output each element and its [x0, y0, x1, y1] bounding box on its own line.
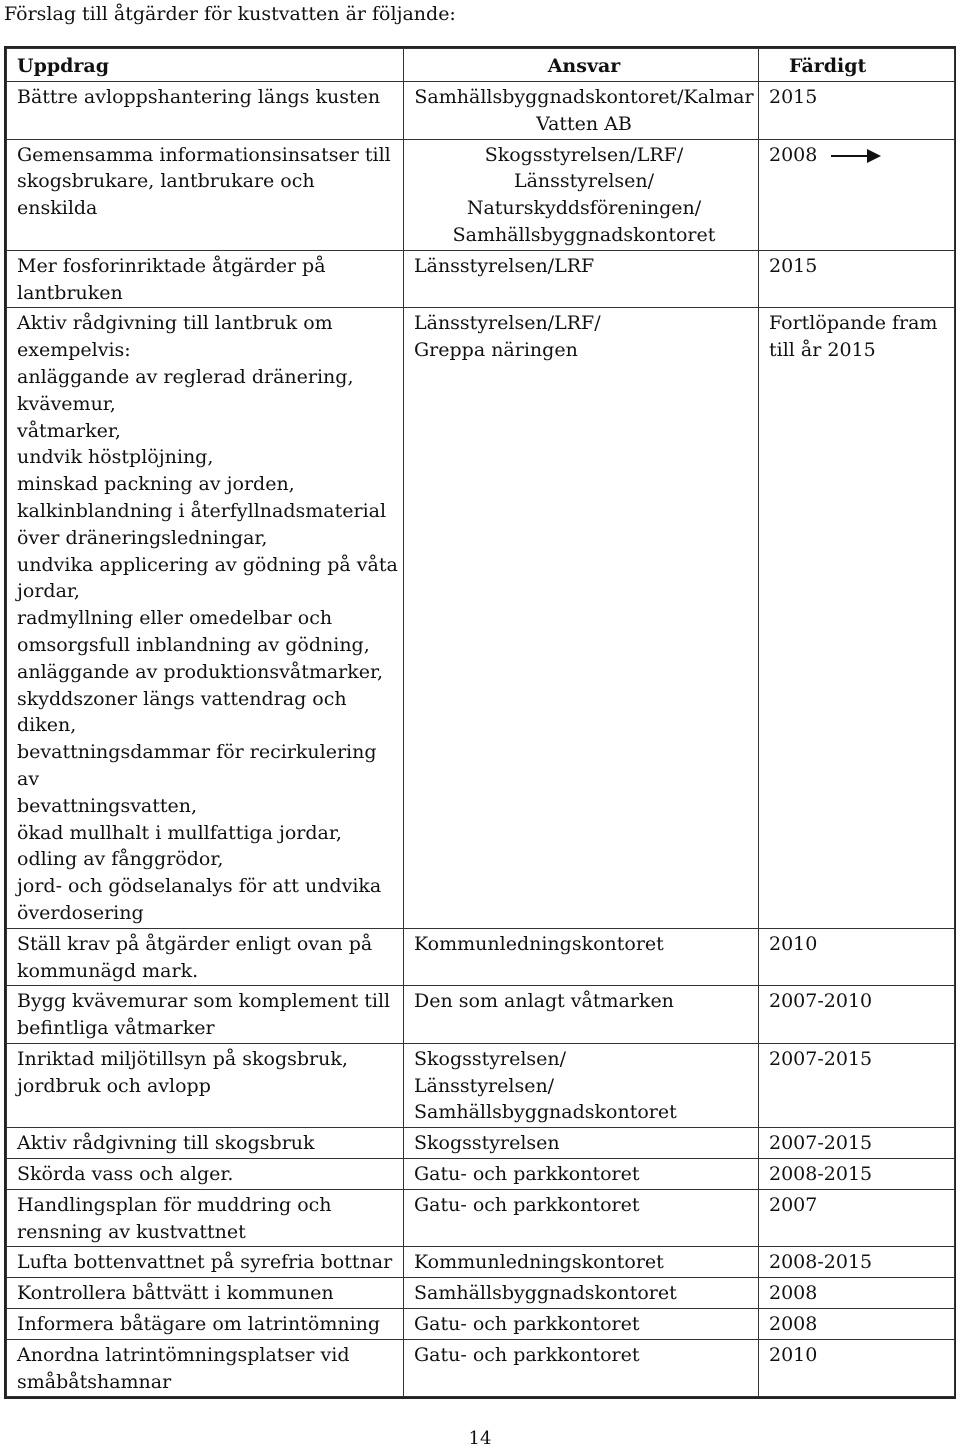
cell-fardigt [759, 82, 955, 140]
cell-ansvar-line: Samhällsbyggnadskontoret [414, 1282, 677, 1305]
cell-ansvar-line: Länsstyrelsen/ [414, 1074, 555, 1097]
cell-fardigt-line: 2010 [769, 1343, 818, 1366]
cell-ansvar [404, 1189, 759, 1247]
cell-ansvar [404, 1128, 759, 1159]
table-row [7, 250, 955, 308]
right-arrow-icon [831, 149, 881, 163]
cell-uppdrag-line: Mer fosforinriktade åtgärder på [17, 254, 326, 277]
cell-uppdrag-line: kalkinblandning i återfyllnadsmaterial [17, 499, 387, 522]
cell-ansvar [404, 1309, 759, 1340]
cell-fardigt-line: 2008 [769, 1313, 818, 1336]
cell-ansvar-line: Länsstyrelsen/LRF/ [414, 312, 601, 335]
cell-uppdrag [7, 250, 404, 308]
table-row [7, 928, 955, 986]
cell-uppdrag-line: Bygg kvävemurar som komplement till [17, 990, 391, 1013]
cell-ansvar-line: Den som anlagt våtmarken [414, 990, 674, 1013]
cell-uppdrag-line: diken, [17, 714, 77, 737]
cell-fardigt-line: 2007 [769, 1193, 818, 1216]
cell-uppdrag-line: Inriktad miljötillsyn på skogsbruk, [17, 1047, 348, 1070]
cell-uppdrag-line: jord- och gödselanalys för att undvika [17, 875, 382, 898]
cell-uppdrag-line: undvik höstplöjning, [17, 446, 214, 469]
cell-ansvar [404, 1339, 759, 1397]
cell-uppdrag-line: Aktiv rådgivning till skogsbruk [17, 1132, 315, 1155]
cell-ansvar [404, 986, 759, 1044]
cell-uppdrag [7, 139, 404, 250]
cell-uppdrag-line: skogsbrukare, lantbrukare och enskilda [17, 170, 315, 220]
cell-fardigt-line: 2015 [769, 254, 818, 277]
cell-uppdrag-line: odling av fånggrödor, [17, 848, 224, 871]
cell-uppdrag [7, 1159, 404, 1190]
table-header-row [7, 49, 955, 82]
cell-ansvar [404, 928, 759, 986]
cell-ansvar-line: Samhällsbyggnadskontoret/Kalmar [414, 86, 754, 108]
cell-uppdrag [7, 1278, 404, 1309]
cell-uppdrag-line: rensning av kustvattnet [17, 1220, 246, 1243]
cell-fardigt [759, 1043, 955, 1127]
cell-fardigt-line: till år 2015 [769, 339, 876, 362]
header-fardigt: Färdigt [759, 49, 955, 82]
cell-uppdrag-line: Aktiv rådgivning till lantbruk om [17, 312, 333, 335]
cell-ansvar-line: Kommunledningskontoret [414, 1251, 664, 1274]
table-row [7, 1043, 955, 1127]
cell-fardigt-line: 2007-2010 [769, 990, 873, 1013]
cell-uppdrag [7, 1247, 404, 1278]
cell-uppdrag-line: anläggande av produktionsvåtmarker, [17, 660, 384, 683]
table-row [7, 1339, 955, 1397]
cell-ansvar-line: Skogsstyrelsen/LRF/ [484, 143, 684, 166]
cell-ansvar [404, 1278, 759, 1309]
cell-fardigt [759, 928, 955, 986]
cell-fardigt-line-with-arrow [769, 142, 950, 169]
table-row [7, 1278, 955, 1309]
cell-uppdrag-line: våtmarker, [17, 419, 121, 442]
cell-fardigt [759, 1128, 955, 1159]
cell-ansvar-line: Samhällsbyggnadskontoret [414, 1101, 677, 1124]
table-row [7, 308, 955, 928]
cell-uppdrag [7, 1189, 404, 1247]
cell-ansvar-line: Samhällsbyggnadskontoret [452, 223, 716, 246]
cell-ansvar [404, 1159, 759, 1190]
cell-uppdrag-line: Handlingsplan för muddring och [17, 1193, 332, 1216]
cell-fardigt-line: 2007-2015 [769, 1047, 873, 1070]
cell-uppdrag-line: skyddszoner längs vattendrag och [17, 687, 347, 710]
cell-ansvar-line: Vatten AB [536, 112, 632, 135]
cell-ansvar [404, 82, 759, 140]
table-row [7, 82, 955, 140]
cell-uppdrag [7, 1043, 404, 1127]
cell-uppdrag-line: omsorgsfull inblandning av gödning, [17, 633, 370, 656]
cell-fardigt [759, 1278, 955, 1309]
cell-fardigt-line: 2007-2015 [769, 1132, 873, 1155]
cell-ansvar-line: Gatu- och parkkontoret [414, 1193, 640, 1216]
table-row [7, 139, 955, 250]
cell-uppdrag-line: anläggande av reglerad dränering, [17, 365, 354, 388]
cell-uppdrag-line: Kontrollera båttvätt i kommunen [17, 1282, 334, 1305]
cell-uppdrag-line: minskad packning av jorden, [17, 473, 295, 496]
cell-fardigt-line: 2008-2015 [769, 1251, 873, 1274]
cell-fardigt [759, 1189, 955, 1247]
cell-uppdrag-line: överdosering [17, 901, 144, 924]
cell-uppdrag-line: Gemensamma informationsinsatser till [17, 143, 391, 166]
cell-uppdrag-line: Bättre avloppshantering längs kusten [17, 86, 381, 108]
cell-uppdrag [7, 1339, 404, 1397]
cell-ansvar-line: Gatu- och parkkontoret [414, 1343, 640, 1366]
cell-fardigt [759, 250, 955, 308]
cell-uppdrag-line: Anordna latrintömningsplatser vid [17, 1343, 350, 1366]
table-row [7, 1189, 955, 1247]
cell-ansvar [404, 308, 759, 928]
cell-uppdrag-line: radmyllning eller omedelbar och [17, 607, 333, 630]
cell-ansvar-line: Skogsstyrelsen/ [414, 1047, 567, 1070]
cell-fardigt [759, 1339, 955, 1397]
cell-fardigt-line: 2008 [769, 1282, 818, 1305]
cell-uppdrag [7, 928, 404, 986]
cell-uppdrag-line: bevattningsvatten, [17, 794, 198, 817]
cell-uppdrag-line: Skörda vass och alger. [17, 1163, 234, 1186]
cell-uppdrag-line: småbåtshamnar [17, 1370, 172, 1393]
cell-uppdrag-line: Ställ krav på åtgärder enligt ovan på [17, 932, 373, 955]
cell-uppdrag-line: Informera båtägare om latrintömning [17, 1313, 381, 1336]
cell-fardigt-line: Fortlöpande fram [769, 312, 938, 335]
cell-uppdrag [7, 82, 404, 140]
cell-uppdrag-line: jordar, [17, 580, 80, 603]
cell-uppdrag-line: kvävemur, [17, 392, 116, 415]
cell-ansvar-line: Gatu- och parkkontoret [414, 1313, 640, 1336]
table-row [7, 1309, 955, 1340]
cell-ansvar-line: Skogsstyrelsen [414, 1132, 560, 1155]
cell-uppdrag-line: bevattningsdammar för recirkulering av [17, 741, 377, 790]
cell-fardigt [759, 139, 955, 250]
header-uppdrag: Uppdrag [7, 49, 404, 82]
cell-uppdrag-line: jordbruk och avlopp [17, 1074, 211, 1097]
cell-ansvar-line: Kommunledningskontoret [414, 932, 664, 955]
cell-ansvar-line: Greppa näringen [414, 339, 578, 362]
cell-uppdrag [7, 308, 404, 928]
cell-fardigt [759, 1159, 955, 1190]
cell-fardigt [759, 986, 955, 1044]
cell-fardigt [759, 1247, 955, 1278]
header-ansvar: Ansvar [404, 49, 759, 82]
cell-uppdrag-line: lantbruken [17, 281, 123, 304]
cell-uppdrag-line: ökad mullhalt i mullfattiga jordar, [17, 821, 342, 844]
cell-ansvar [404, 1247, 759, 1278]
cell-fardigt-line: 2008 [769, 143, 818, 166]
cell-uppdrag [7, 1309, 404, 1340]
cell-ansvar [404, 139, 759, 250]
cell-uppdrag-line: befintliga våtmarker [17, 1017, 215, 1040]
cell-uppdrag-line: Lufta bottenvattnet på syrefria bottnar [17, 1251, 393, 1274]
cell-uppdrag [7, 1128, 404, 1159]
cell-uppdrag-line: kommunägd mark. [17, 959, 199, 982]
table-row [7, 1247, 955, 1278]
cell-uppdrag-line: exempelvis: [17, 339, 131, 362]
cell-fardigt-line: 2008-2015 [769, 1163, 873, 1186]
cell-ansvar-line: Gatu- och parkkontoret [414, 1163, 640, 1186]
cell-fardigt [759, 1309, 955, 1340]
cell-uppdrag-line: undvika applicering av gödning på våta [17, 553, 398, 576]
table-row [7, 1128, 955, 1159]
table-row [7, 1159, 955, 1190]
cell-ansvar-line: Naturskyddsföreningen/ [466, 197, 702, 220]
measures-table [4, 46, 956, 1399]
cell-ansvar [404, 250, 759, 308]
cell-fardigt-line: 2010 [769, 932, 818, 955]
cell-fardigt [759, 308, 955, 928]
page-number: 14 [468, 1428, 492, 1449]
cell-ansvar [404, 1043, 759, 1127]
intro-text: Förslag till åtgärder för kustvatten är följande: [4, 3, 456, 25]
cell-uppdrag [7, 986, 404, 1044]
cell-ansvar-line: Länsstyrelsen/LRF [414, 254, 595, 277]
cell-uppdrag-line: över dräneringsledningar, [17, 526, 268, 549]
cell-ansvar-line: Länsstyrelsen/ [513, 170, 655, 193]
table-row [7, 986, 955, 1044]
cell-fardigt-line: 2015 [769, 86, 818, 108]
